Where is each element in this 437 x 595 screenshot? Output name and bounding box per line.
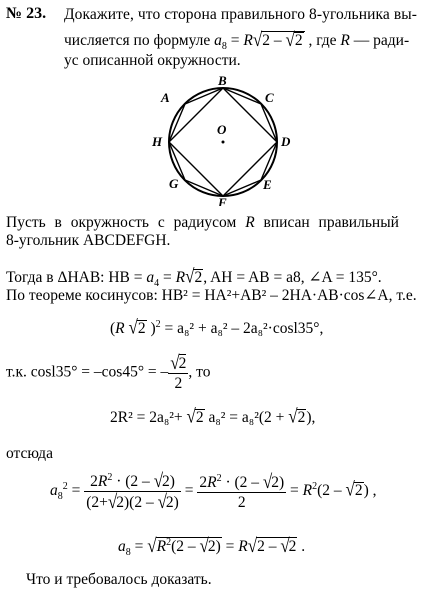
conclusion: Что и требовалось доказать. [26, 571, 212, 588]
tk-line: т.к. cosl35° = –cos45° = – $\frac{√2}{2}$ , то [6, 351, 211, 392]
label-A: A [161, 90, 170, 105]
label-F: F [218, 195, 227, 206]
eq1-tail: = a₈² + a₈² – 2a₈²·cosl35°, [164, 320, 324, 337]
eq2-mid: a₈² = a₈²(2 + [208, 409, 285, 426]
solution-p2-line-2: По теореме косинусов: HB² = HA²+AB² – 2HA·AB·cos∠A, т.е. [6, 287, 417, 304]
problem-line-2-tail: — ради- [353, 32, 410, 49]
label-C: C [265, 90, 274, 105]
problem-line-2-end: , где [308, 32, 337, 49]
label-D: D [281, 134, 291, 149]
label-G: G [169, 176, 179, 191]
problem-line-3: ус описанной окружности. [64, 52, 241, 69]
p1-text-a: Пусть в окружность с радиусом [6, 214, 237, 231]
equation-3: $a_8^2$ = $\frac{2R^2 \cdot (2 - √2)}{(2+√2)(2 - √2)}$ = $\frac{2R^2 \cdot (2 - √2)}{2}$ = $R^2(2 - √2)$ , [50, 469, 377, 513]
octagon-figure [143, 76, 303, 206]
p1-R: R [245, 214, 255, 231]
equation-1: (R √2 )$^2$ = a₈² + a₈² – 2a₈²·cosl35°, [110, 316, 324, 339]
problem-line-2: числяется по формуле $a_8 = R√2 - √2$ , где R — ради- [64, 28, 410, 53]
problem-line-1: Докажите, что сторона правильного 8-угольника вы- [64, 6, 418, 23]
tk-end: , то [188, 363, 211, 381]
formula-a8: a [214, 32, 222, 49]
otsyuda: отсюда [6, 445, 53, 462]
eq2-end: ), [306, 409, 316, 426]
p2-text-b: , AH = AB = a8, ∠A = 135°. [203, 269, 382, 286]
equation-2: 2R² = 2a₈²+ √2 a₈² = a₈²(2 + √2), [110, 405, 316, 428]
problem-line-2-start: числяется по формуле [64, 32, 211, 49]
equation-4: $a_8 = √R^2(2 - √2) = R√2 - √2$ . [118, 534, 306, 559]
solution-p1-line-2: 8-угольник ABCDEFGH. [6, 232, 171, 249]
solution-p1-line-1 [6, 214, 399, 232]
label-H: H [152, 134, 163, 149]
label-O: O [217, 122, 227, 137]
problem-number: № 23. [6, 5, 47, 22]
tk-start: т.к. cosl35° = –cos45° = – [6, 363, 169, 381]
solution-p2-line-1: Тогда в ΔHAB: HB = $a_4 = R√2$, AH = AB = a8, ∠A = 135°. [6, 265, 382, 290]
label-E: E [263, 177, 272, 192]
eq2-start: 2R² = 2a₈²+ [110, 409, 183, 426]
label-B: B [218, 76, 227, 88]
p2-text-a: Тогда в ΔHAB: HB = [6, 269, 143, 286]
problem-R: R [340, 32, 350, 49]
p1-text-b: вписан правильный [263, 214, 399, 231]
